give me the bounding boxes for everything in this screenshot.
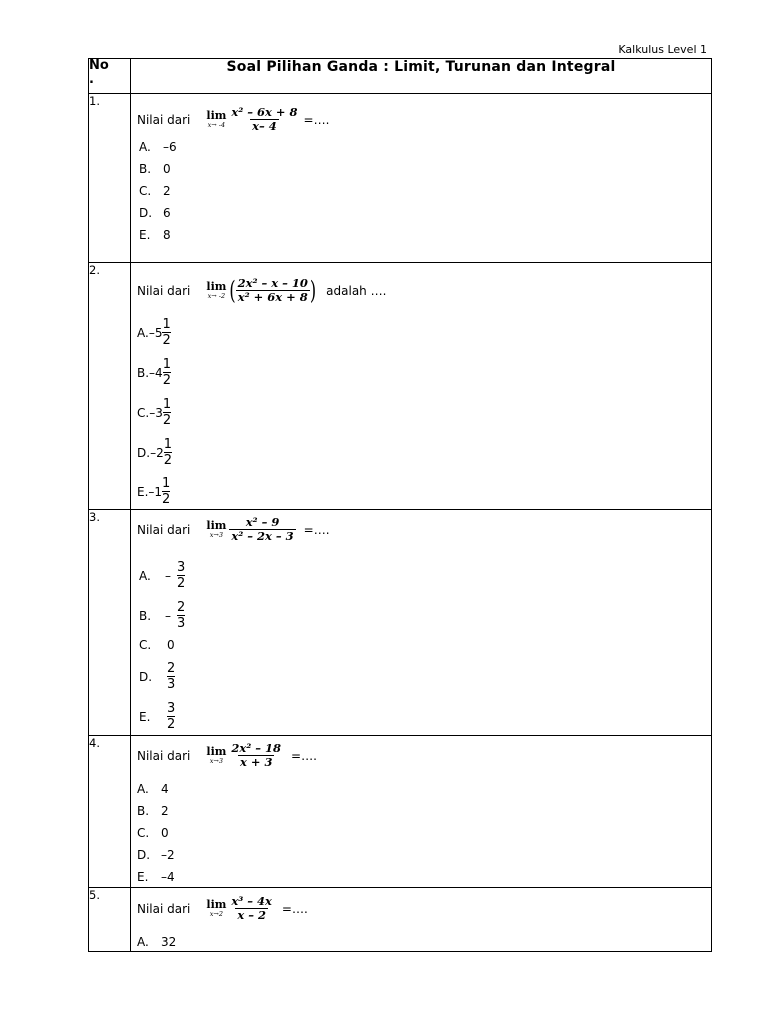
option-e xyxy=(139,701,175,732)
option-value: 0 xyxy=(161,826,169,840)
lim-symbol: lim xyxy=(206,109,227,122)
option-value: 0 xyxy=(167,638,175,652)
option-c xyxy=(139,184,171,198)
option-value: –6 xyxy=(163,140,177,154)
option-fraction-denominator: 3 xyxy=(167,677,176,692)
option-d xyxy=(139,206,171,220)
option-letter: E. xyxy=(137,870,149,884)
option-value: 2 xyxy=(161,804,169,818)
stem-tail: =…. xyxy=(291,748,317,763)
option-c xyxy=(139,638,175,652)
stem-tail: =…. xyxy=(281,901,308,916)
column-header-title: Soal Pilihan Ganda : Limit, Turunan dan Integral xyxy=(131,59,712,94)
option-fraction-denominator: 2 xyxy=(167,717,176,732)
fraction-denominator: x² + 6x + 8 xyxy=(237,290,308,304)
option-letter: A. xyxy=(137,325,149,340)
option-whole: –3 xyxy=(149,405,163,420)
table-row xyxy=(89,263,712,510)
option-e xyxy=(137,476,170,507)
fraction-denominator: x² – 2x – 3 xyxy=(231,529,294,543)
option-letter: A. xyxy=(137,782,149,796)
option-e xyxy=(137,870,175,884)
option-letter: A. xyxy=(139,140,151,154)
option-whole: –4 xyxy=(149,365,163,380)
option-letter: C. xyxy=(139,184,152,198)
question-cell xyxy=(131,94,712,263)
option-fraction-denominator: 2 xyxy=(162,413,172,428)
option-letter: B. xyxy=(139,162,152,176)
option-fraction-denominator: 2 xyxy=(177,576,186,591)
option-fraction-numerator: 3 xyxy=(167,701,176,716)
option-a xyxy=(139,140,177,154)
option-a xyxy=(137,782,169,796)
option-d xyxy=(139,661,175,692)
question-stem xyxy=(137,895,308,922)
option-b xyxy=(139,162,171,176)
table-row xyxy=(89,888,712,952)
question-number: 4. xyxy=(89,736,131,888)
option-b xyxy=(137,804,169,818)
option-value: 4 xyxy=(161,782,169,796)
option-letter: A. xyxy=(137,935,149,949)
question-number: 2. xyxy=(89,263,131,510)
document-header: Kalkulus Level 1 xyxy=(618,43,707,56)
question-number: 3. xyxy=(89,510,131,736)
option-fraction-denominator: 3 xyxy=(177,616,186,631)
fraction-denominator: x– 4 xyxy=(252,119,277,133)
option-sign: – xyxy=(165,568,171,583)
option-letter: D. xyxy=(137,848,151,862)
option-e xyxy=(139,228,171,242)
option-whole: –5 xyxy=(148,325,163,340)
option-a xyxy=(137,317,171,348)
table-row xyxy=(89,94,712,263)
fraction-numerator: x² – 9 xyxy=(245,515,280,529)
lim-subscript: x→ -2 xyxy=(207,292,226,300)
option-fraction-denominator: 2 xyxy=(163,453,172,468)
lim-subscript: x→2 xyxy=(209,910,224,918)
option-letter: B. xyxy=(137,804,150,818)
table-row xyxy=(89,736,712,888)
lim-symbol: lim xyxy=(206,898,227,911)
question-stem xyxy=(137,516,330,543)
option-letter: C. xyxy=(137,826,150,840)
option-fraction-numerator: 1 xyxy=(163,437,172,452)
lim-symbol: lim xyxy=(206,745,227,758)
option-fraction-numerator: 1 xyxy=(162,397,172,412)
option-value: 2 xyxy=(163,184,171,198)
question-cell xyxy=(131,888,712,952)
stem-label: Nilai dari xyxy=(137,112,191,127)
left-paren-icon: ( xyxy=(229,274,236,305)
fraction-denominator: x – 2 xyxy=(237,908,266,922)
fraction-numerator: x³ – 4x xyxy=(231,894,272,908)
option-c xyxy=(137,826,169,840)
option-fraction-denominator: 2 xyxy=(162,373,171,388)
option-value: 8 xyxy=(163,228,171,242)
question-number: 1. xyxy=(89,94,131,263)
question-cell xyxy=(131,263,712,510)
question-stem xyxy=(137,274,387,305)
option-d xyxy=(137,848,175,862)
stem-tail: =…. xyxy=(303,112,330,127)
stem-label: Nilai dari xyxy=(137,901,191,916)
fraction-numerator: 2x² – x – 10 xyxy=(237,276,308,290)
lim-subscript: x→ -4 xyxy=(207,121,226,129)
table-row xyxy=(89,510,712,736)
fraction-numerator: 2x² – 18 xyxy=(231,741,282,755)
question-cell xyxy=(131,510,712,736)
lim-subscript: x→3 xyxy=(209,531,224,539)
option-d xyxy=(137,437,172,468)
option-letter: C. xyxy=(137,405,150,420)
option-value: 0 xyxy=(163,162,171,176)
lim-symbol: lim xyxy=(206,519,227,532)
option-sign: – xyxy=(165,608,171,623)
table-header-row xyxy=(89,59,712,94)
stem-label: Nilai dari xyxy=(137,522,191,537)
option-whole: –2 xyxy=(150,445,164,460)
option-fraction-numerator: 2 xyxy=(177,600,186,615)
questions-table xyxy=(88,58,712,952)
question-stem xyxy=(137,742,317,769)
option-whole: –1 xyxy=(148,484,163,499)
option-fraction-numerator: 3 xyxy=(177,560,186,575)
option-letter: C. xyxy=(139,638,152,652)
option-value: –4 xyxy=(161,870,175,884)
lim-symbol: lim xyxy=(206,280,227,293)
option-letter: B. xyxy=(137,365,150,380)
option-letter: E. xyxy=(139,228,151,242)
option-value: 6 xyxy=(163,206,171,220)
option-fraction-numerator: 1 xyxy=(162,317,171,332)
option-fraction-numerator: 2 xyxy=(167,661,176,676)
option-a xyxy=(137,935,176,949)
option-letter: D. xyxy=(139,206,153,220)
fraction-denominator: x + 3 xyxy=(239,755,273,769)
option-value: –2 xyxy=(161,848,175,862)
option-value: 32 xyxy=(161,935,177,949)
option-b xyxy=(139,600,185,631)
option-letter: D. xyxy=(137,445,151,460)
stem-label: Nilai dari xyxy=(137,283,191,298)
option-fraction-denominator: 2 xyxy=(162,333,171,348)
option-fraction-numerator: 1 xyxy=(162,357,171,372)
stem-label: Nilai dari xyxy=(137,748,191,763)
lim-subscript: x→3 xyxy=(209,757,224,765)
option-fraction-denominator: 2 xyxy=(162,492,171,507)
stem-tail: =…. xyxy=(303,522,330,537)
option-c xyxy=(137,397,171,428)
option-b xyxy=(137,357,171,388)
fraction-numerator: x² – 6x + 8 xyxy=(231,105,298,119)
question-number: 5. xyxy=(89,888,131,952)
option-letter: D. xyxy=(139,669,153,684)
option-letter: A. xyxy=(139,568,151,583)
column-header-no-text: No . xyxy=(89,58,109,87)
stem-tail: adalah …. xyxy=(326,283,387,298)
option-letter: B. xyxy=(139,608,152,623)
option-fraction-numerator: 1 xyxy=(162,476,171,491)
option-letter: E. xyxy=(139,709,151,724)
right-paren-icon: ) xyxy=(309,274,317,305)
option-a xyxy=(139,560,185,591)
question-cell xyxy=(131,736,712,888)
option-letter: E. xyxy=(137,484,149,499)
question-stem xyxy=(137,106,329,133)
column-header-no xyxy=(89,59,131,94)
